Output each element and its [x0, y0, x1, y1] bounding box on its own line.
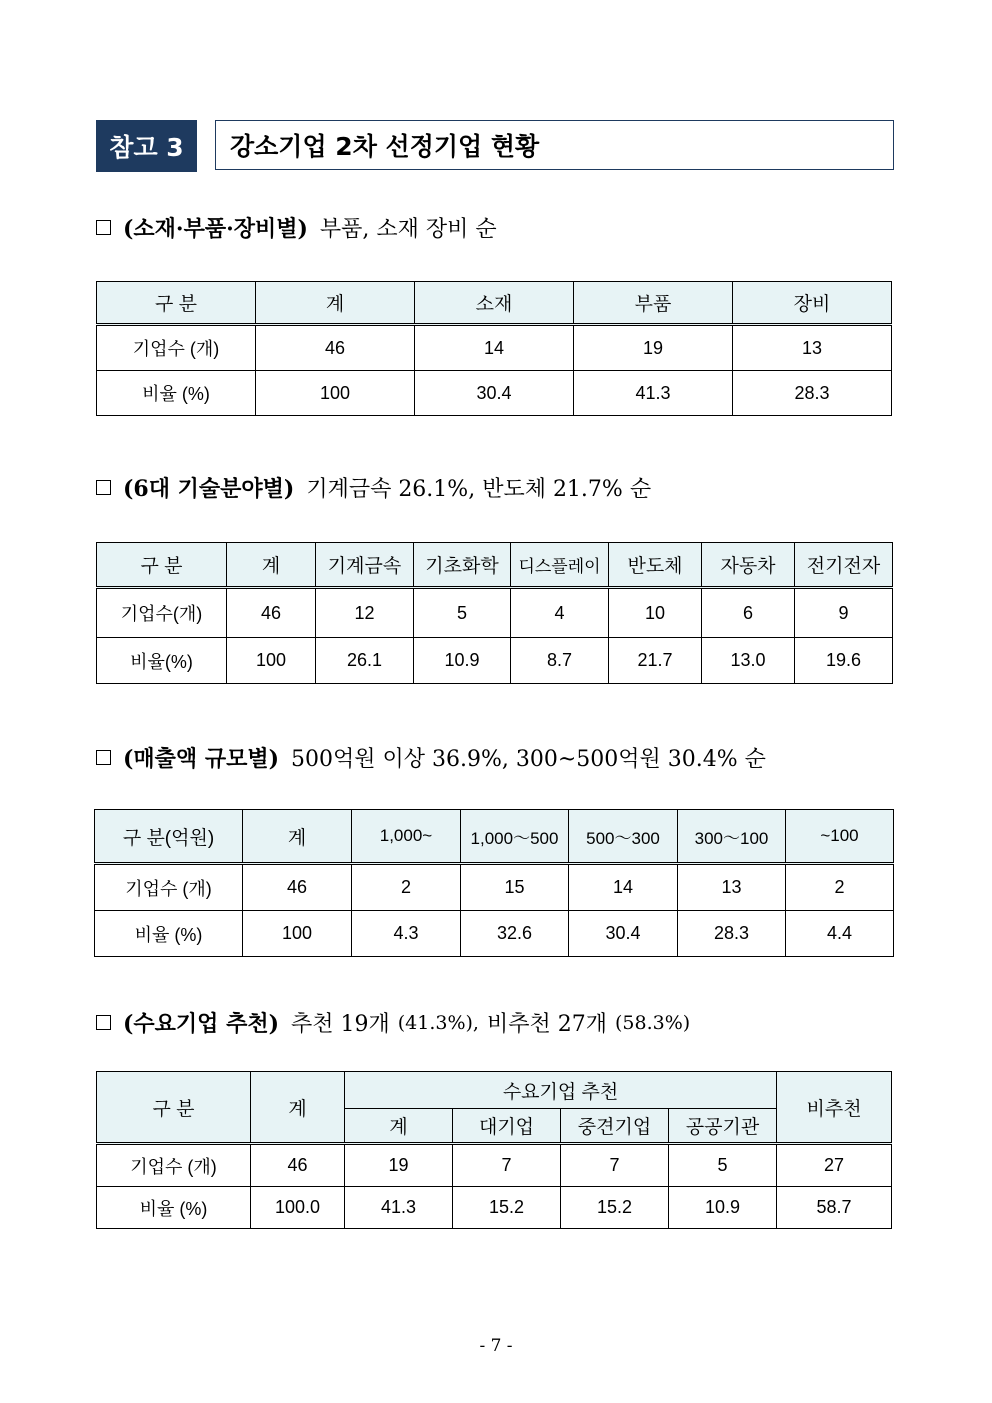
table-cell: 19 [345, 1144, 453, 1187]
table-cell: 9 [795, 588, 893, 638]
table-cell: 28.3 [678, 911, 786, 957]
header-cell: 계 [251, 1072, 345, 1144]
table-cell: 19.6 [795, 638, 893, 684]
table-cell: 4.3 [352, 911, 461, 957]
table-cell: 기업수 (개) [95, 864, 243, 911]
table-cell: 기업수 (개) [97, 325, 256, 371]
header-cell: 공공기관 [669, 1109, 777, 1144]
table-cell: 10.9 [414, 638, 511, 684]
table-cell: 30.4 [415, 371, 574, 416]
table-cell: 5 [669, 1144, 777, 1187]
title-text: 강소기업 2차 선정기업 현황 [215, 120, 894, 170]
header-cell: 계 [256, 282, 415, 325]
header-cell: 500～300 [569, 810, 678, 864]
header-cell: 구 분 [97, 543, 227, 588]
section3-summary: 500억원 이상 36.9%, 300~500억원 30.4% 순 [291, 747, 766, 772]
header-cell: 구 분 [97, 282, 256, 325]
table-cell: 7 [561, 1144, 669, 1187]
section4-heading [96, 1007, 690, 1038]
section4-summary-a: 추천 19개 [291, 1012, 390, 1037]
section2-summary: 기계금속 26.1%, 반도체 21.7% 순 [306, 477, 652, 502]
table-cell: 13.0 [702, 638, 795, 684]
section1-heading [96, 212, 497, 243]
header-cell: 구 분 [97, 1072, 251, 1144]
table-cell: 46 [227, 588, 316, 638]
table-cell: 13 [678, 864, 786, 911]
table-cell: 2 [352, 864, 461, 911]
table-header-row [95, 810, 894, 864]
header-cell: 자동차 [702, 543, 795, 588]
checkbox-icon [96, 480, 111, 495]
section3-label: (매출액 규모별) [123, 746, 279, 772]
section4-summary-c: 비추천 27개 [486, 1012, 607, 1037]
table-cell: 100 [256, 371, 415, 416]
header-cell: 기계금속 [316, 543, 414, 588]
header-cell: 디스플레이 [511, 543, 609, 588]
page-title [96, 120, 896, 172]
header-cell: 대기업 [453, 1109, 561, 1144]
table-cell: 15 [461, 864, 569, 911]
table-cell: 30.4 [569, 911, 678, 957]
table-cell: 14 [569, 864, 678, 911]
table-row [97, 325, 892, 371]
tech-field-table [96, 542, 893, 684]
table-row [97, 1187, 892, 1229]
table-cell: 8.7 [511, 638, 609, 684]
table-row [97, 1144, 892, 1187]
header-cell: 기초화학 [414, 543, 511, 588]
table-row [97, 638, 893, 684]
table-cell: 비율 (%) [97, 1187, 251, 1229]
table-cell: 14 [415, 325, 574, 371]
table-cell: 4 [511, 588, 609, 638]
header-cell: 소재 [415, 282, 574, 325]
table-cell: 100 [227, 638, 316, 684]
header-cell: 1,000～500 [461, 810, 569, 864]
section4-summary-d: (58.3%) [614, 1011, 691, 1034]
header-cell: 300～100 [678, 810, 786, 864]
section4-label: (수요기업 추천) [123, 1011, 279, 1037]
table-cell: 41.3 [345, 1187, 453, 1229]
table-cell: 46 [251, 1144, 345, 1187]
section1-label: (소재·부품·장비별) [123, 216, 308, 242]
table-cell: 비율(%) [97, 638, 227, 684]
header-cell: 구 분(억원) [95, 810, 243, 864]
header-cell: 1,000~ [352, 810, 461, 864]
table-cell: 28.3 [733, 371, 892, 416]
table-cell: 10.9 [669, 1187, 777, 1229]
table-cell: 21.7 [609, 638, 702, 684]
table-cell: 100.0 [251, 1187, 345, 1229]
table-cell: 10 [609, 588, 702, 638]
table-cell: 32.6 [461, 911, 569, 957]
checkbox-icon [96, 1015, 111, 1030]
table-cell: 13 [733, 325, 892, 371]
materials-table [96, 281, 892, 416]
table-cell: 기업수 (개) [97, 1144, 251, 1187]
table-row [97, 371, 892, 416]
table-cell: 26.1 [316, 638, 414, 684]
table-cell: 46 [256, 325, 415, 371]
table-row [97, 588, 893, 638]
page-number: - 7 - [479, 1336, 513, 1356]
header-cell: 계 [345, 1109, 453, 1144]
reference-badge: 참고 3 [96, 120, 197, 172]
table-cell: 46 [243, 864, 352, 911]
header-cell: ~100 [786, 810, 894, 864]
checkbox-icon [96, 750, 111, 765]
table-cell: 4.4 [786, 911, 894, 957]
table-cell: 비율 (%) [97, 371, 256, 416]
section1-summary: 부품, 소재 장비 순 [319, 217, 497, 242]
header-cell: 전기전자 [795, 543, 893, 588]
header-cell: 비추천 [777, 1072, 892, 1144]
table-header-row [97, 1072, 892, 1109]
table-cell: 6 [702, 588, 795, 638]
header-cell: 장비 [733, 282, 892, 325]
table-cell: 100 [243, 911, 352, 957]
header-cell: 계 [227, 543, 316, 588]
recommendation-table [96, 1071, 892, 1229]
table-cell: 41.3 [574, 371, 733, 416]
header-cell: 반도체 [609, 543, 702, 588]
table-row [95, 864, 894, 911]
section2-heading [96, 472, 651, 503]
table-cell: 12 [316, 588, 414, 638]
section4-summary-b: (41.3%), [397, 1011, 479, 1034]
section2-label: (6대 기술분야별) [123, 476, 295, 502]
table-cell: 58.7 [777, 1187, 892, 1229]
table-cell: 2 [786, 864, 894, 911]
table-cell: 15.2 [453, 1187, 561, 1229]
sales-size-table [94, 809, 894, 957]
header-cell: 수요기업 추천 [345, 1072, 777, 1109]
header-cell: 계 [243, 810, 352, 864]
table-cell: 7 [453, 1144, 561, 1187]
table-cell: 5 [414, 588, 511, 638]
table-header-row [97, 282, 892, 325]
table-cell: 15.2 [561, 1187, 669, 1229]
table-row [95, 911, 894, 957]
header-cell: 중견기업 [561, 1109, 669, 1144]
table-cell: 27 [777, 1144, 892, 1187]
table-cell: 비율 (%) [95, 911, 243, 957]
table-header-row [97, 543, 893, 588]
table-cell: 기업수(개) [97, 588, 227, 638]
checkbox-icon [96, 220, 111, 235]
section3-heading [96, 742, 766, 773]
table-cell: 19 [574, 325, 733, 371]
header-cell: 부품 [574, 282, 733, 325]
